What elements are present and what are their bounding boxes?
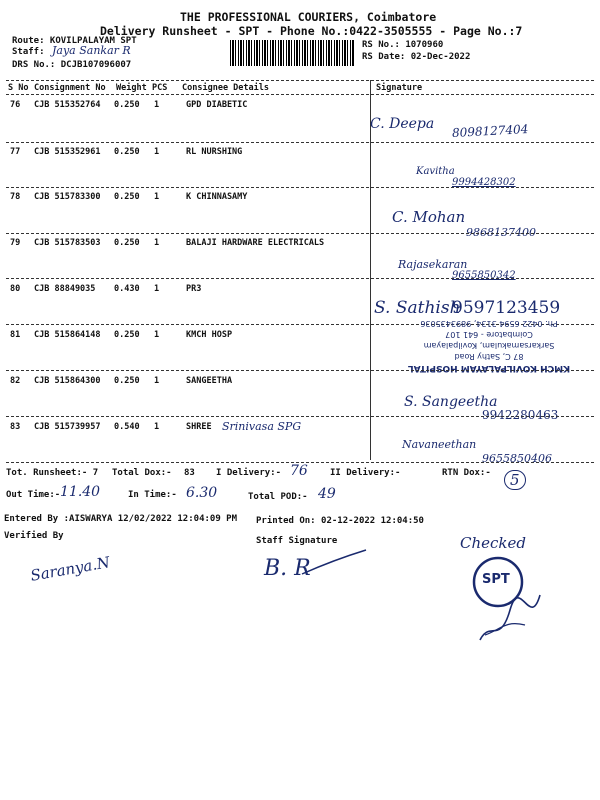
i-delivery-label: I Delivery:-	[216, 468, 282, 478]
entered-by: Entered By :AISWARYA 12/02/2022 12:04:09 PM	[4, 514, 237, 524]
row-signature-name: Navaneethan	[402, 438, 477, 451]
rs-date: RS Date: 02-Dec-2022	[362, 52, 471, 62]
rs-number: RS No.: 1070960	[362, 40, 444, 50]
row-divider	[6, 187, 594, 188]
row-pcs: 1	[154, 147, 160, 157]
stamp-line: Sarkarsamakulam, Kovilpalayam	[423, 341, 555, 350]
row-sno: 81	[10, 330, 21, 340]
row-consignment: CJB 515739957	[34, 422, 101, 432]
row-signature-phone: 9597123459	[452, 298, 561, 318]
row-weight: 0.430	[114, 284, 140, 294]
out-time-label: Out Time:-	[6, 490, 61, 500]
row-weight: 0.250	[114, 238, 140, 248]
hospital-stamp	[374, 318, 600, 390]
row-signature-phone: 9655850406	[482, 452, 552, 465]
row-sno: 78	[10, 192, 21, 202]
staff-name-handwritten: Jaya Sankar R	[52, 44, 131, 57]
row-consignee: KMCH HOSP	[186, 330, 233, 340]
row-signature-name: C. Mohan	[392, 208, 466, 226]
row-signature-phone: 8098127404	[451, 122, 529, 140]
row-consignment: CJB 515783300	[34, 192, 101, 202]
table-header-rule	[6, 94, 594, 95]
col-pcs: PCS	[152, 83, 168, 93]
row-sno: 79	[10, 238, 21, 248]
row-consignment: CJB 515864148	[34, 330, 101, 340]
row-consignee: PR3	[186, 284, 202, 294]
staff-signature-flourish	[300, 548, 370, 578]
row-signature-name: S. Sathish	[374, 298, 461, 318]
table-top-rule	[6, 80, 594, 81]
row-sno: 83	[10, 422, 21, 432]
row-consignment: CJB 515864300	[34, 376, 101, 386]
i-delivery-value: 76	[290, 463, 308, 479]
col-signature: Signature	[376, 83, 423, 93]
row-pcs: 1	[154, 192, 160, 202]
row-pcs: 1	[154, 238, 160, 248]
row-sno: 76	[10, 100, 21, 110]
row-sno: 77	[10, 147, 21, 157]
row-consignee-handwritten: Srinivasa SPG	[222, 420, 302, 433]
row-weight: 0.250	[114, 147, 140, 157]
runsheet-title: Delivery Runsheet - SPT - Phone No.:0422-3505555 - Page No.:7	[100, 24, 523, 38]
row-pcs: 1	[154, 330, 160, 340]
row-signature-name: S. Sangeetha	[404, 394, 498, 410]
row-divider	[6, 370, 594, 371]
total-pod-value: 49	[318, 486, 336, 502]
row-pcs: 1	[154, 422, 160, 432]
row-weight: 0.250	[114, 330, 140, 340]
company-title: THE PROFESSIONAL COURIERS, Coimbatore	[180, 10, 437, 24]
col-consignee: Consignee Details	[182, 83, 269, 93]
row-consignee: SANGEETHA	[186, 376, 233, 386]
ii-delivery-label: II Delivery:-	[330, 468, 401, 478]
row-consignee: K CHINNASAMY	[186, 192, 248, 202]
row-signature-name: C. Deepa	[370, 116, 435, 132]
row-weight: 0.250	[114, 192, 140, 202]
checked-signature: Checked	[460, 534, 526, 552]
seal-signature-scribble	[470, 590, 550, 650]
row-sno: 82	[10, 376, 21, 386]
row-consignee: SHREE	[186, 422, 212, 432]
in-time-label: In Time:-	[128, 490, 177, 500]
out-time-value: 11.40	[60, 484, 101, 500]
rtn-dox-label: RTN Dox:-	[442, 468, 491, 478]
stamp-line: 87 C, Sathy Road	[454, 352, 524, 361]
total-dox-value: 83	[184, 468, 195, 478]
stamp-line: Ph: 0422 6594 3134, 9893435036	[420, 319, 558, 328]
stamp-line: Coimbatore - 641 107	[445, 330, 533, 339]
barcode	[230, 40, 355, 66]
row-pcs: 1	[154, 284, 160, 294]
staff-signature: B. R	[264, 556, 311, 581]
row-signature-name: Rajasekaran	[398, 258, 468, 271]
row-consignment: CJB 515352961	[34, 147, 101, 157]
total-dox-label: Total Dox:-	[112, 468, 172, 478]
row-signature-phone: 9994428302	[452, 177, 516, 188]
route-label: Route: KOVILPALAYAM SPT	[12, 36, 137, 46]
row-signature-phone: 9655850342	[452, 270, 516, 281]
row-pcs: 1	[154, 376, 160, 386]
staff-signature-label: Staff Signature	[256, 536, 338, 546]
tot-runsheet: Tot. Runsheet:- 7	[6, 468, 99, 478]
row-divider	[6, 278, 594, 279]
row-divider	[6, 233, 594, 234]
row-weight: 0.540	[114, 422, 140, 432]
col-weight: Weight	[116, 83, 147, 93]
row-signature-phone: 9942280463	[482, 408, 559, 422]
row-consignment: CJB 515352764	[34, 100, 101, 110]
verified-by-label: Verified By	[4, 531, 64, 541]
rtn-dox-value: 5	[504, 470, 526, 490]
row-divider	[6, 416, 594, 417]
seal-text: SPT	[482, 572, 510, 587]
row-consignment: CJB 88849035	[34, 284, 96, 294]
drs-number: DRS No.: DCJB107096007	[12, 60, 132, 70]
col-sno: S No	[8, 83, 29, 93]
col-consignment: Consignment No	[34, 83, 106, 93]
staff-label: Staff:	[12, 47, 45, 57]
row-weight: 0.250	[114, 100, 140, 110]
row-weight: 0.250	[114, 376, 140, 386]
row-consignment: CJB 515783503	[34, 238, 101, 248]
row-consignee: BALAJI HARDWARE ELECTRICALS	[186, 238, 325, 248]
printed-on: Printed On: 02-12-2022 12:04:50	[256, 516, 424, 526]
in-time-value: 6.30	[186, 485, 218, 501]
verifier-signature: Saranya.N	[29, 553, 112, 585]
row-consignee: GPD DIABETIC	[186, 100, 248, 110]
stamp-line: KMCH KOVILPALAYAM HOSPITAL	[407, 363, 571, 373]
total-pod-label: Total POD:-	[248, 492, 308, 502]
row-divider	[6, 142, 594, 143]
row-signature-phone: 9868137400	[466, 226, 536, 239]
row-pcs: 1	[154, 100, 160, 110]
row-consignee: RL NURSHING	[186, 147, 243, 157]
row-signature-name: Kavitha	[416, 166, 455, 177]
row-sno: 80	[10, 284, 21, 294]
signature-column-divider	[370, 80, 371, 460]
